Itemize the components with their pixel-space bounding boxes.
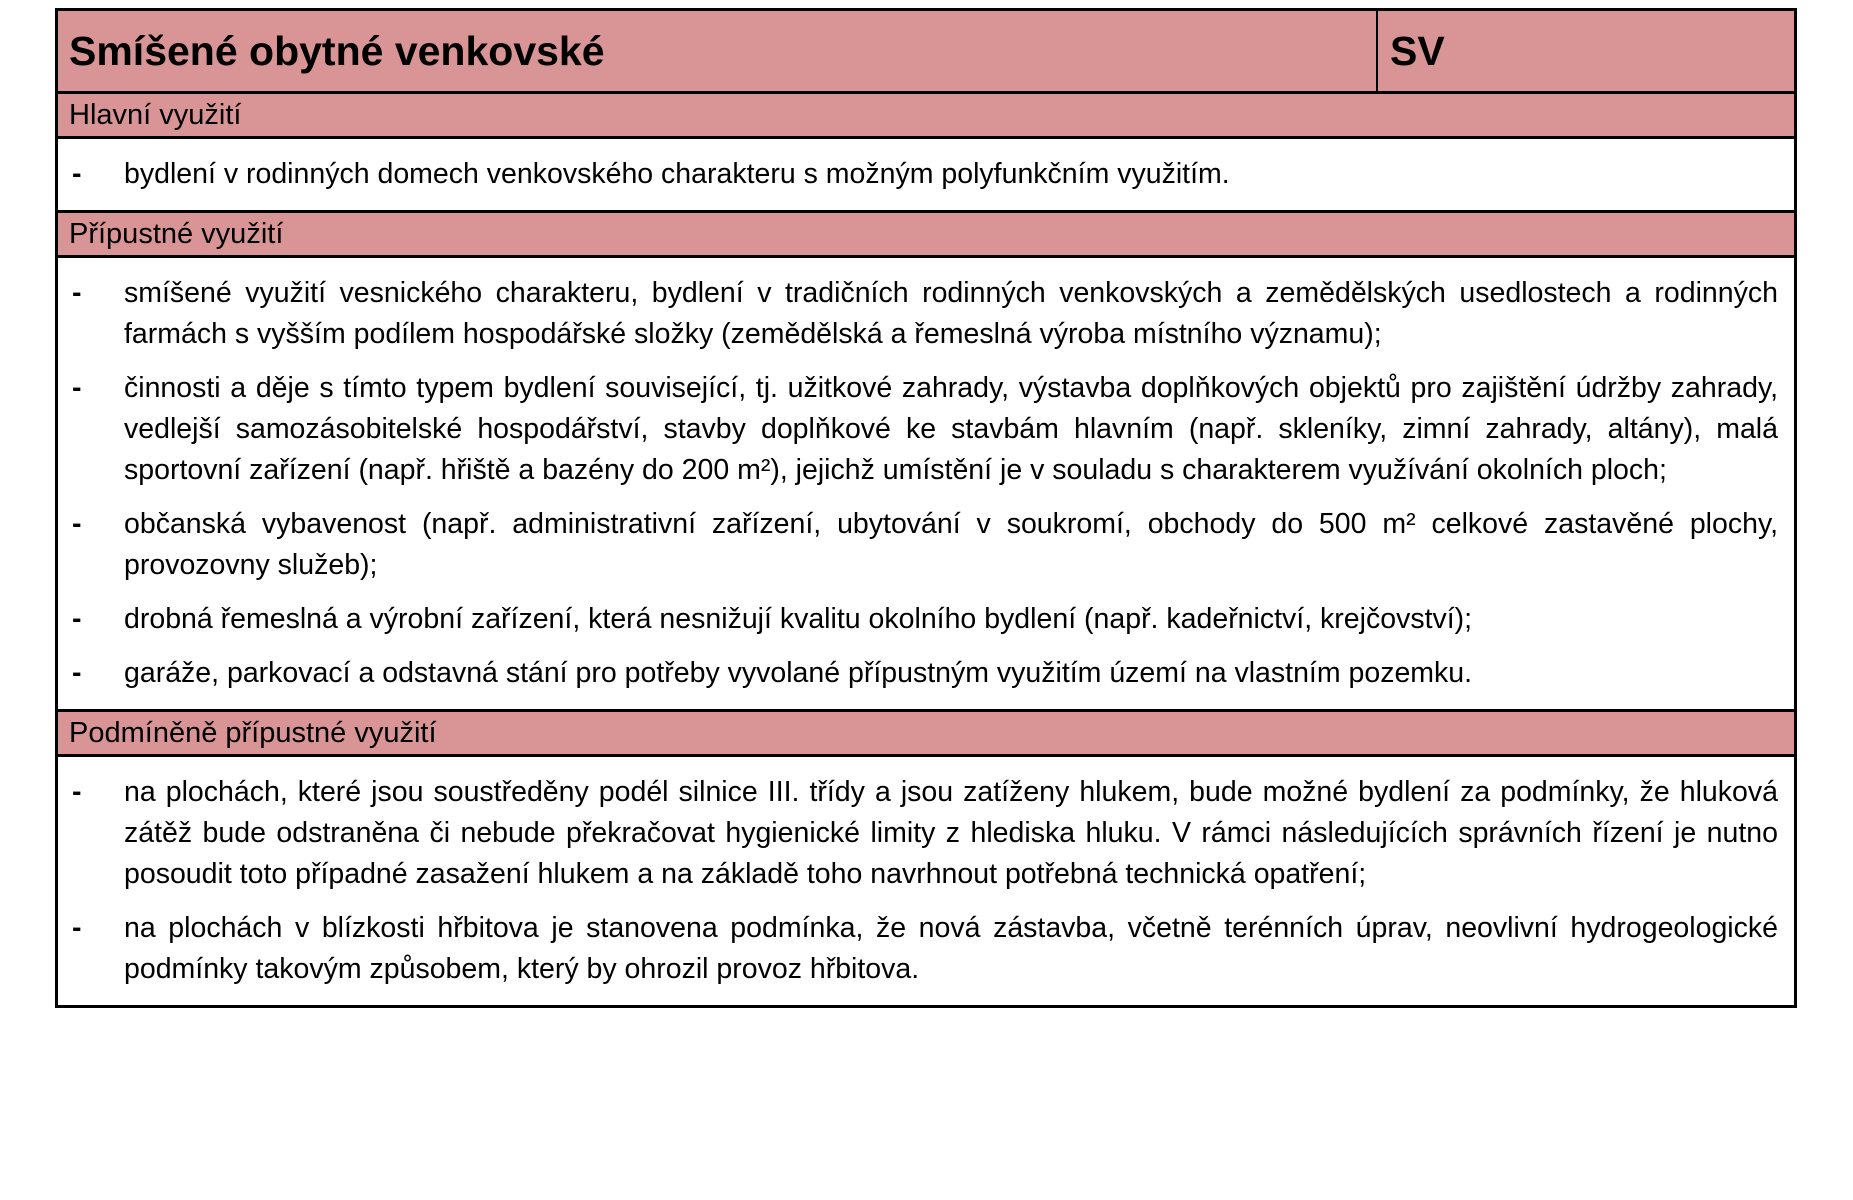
zoning-table xyxy=(55,8,1797,1008)
list-item-text: bydlení v rodinných domech venkovského charakteru s možným polyfunkčním využitím. xyxy=(124,158,1230,190)
list-item-text: činnosti a děje s tímto typem bydlení související, tj. užitkové zahrady, výstavba doplňkových objektů pro zajištění údržby zahrady, vedlejší samozásobitelské hospodářství, stavby doplňkové ke stavbám hlavním (např. skleníky, zimní zahrady, altány), malá sportovní zařízení (např. hřiště a bazény do 200 m²), jejichž umístění je v souladu s charakterem využívání okolních ploch; xyxy=(124,372,1778,486)
bullet-dash: - xyxy=(72,372,82,404)
list-item xyxy=(58,154,1778,195)
list-item-text: na plochách v blízkosti hřbitova je stanovena podmínka, že nová zástavba, včetně terénních úprav, neovlivní hydrogeologické podmínky takovým způsobem, který by ohrozil provoz hřbitova. xyxy=(124,912,1778,985)
title-row xyxy=(58,11,1794,91)
bullet-dash: - xyxy=(72,776,82,808)
bullet-dash: - xyxy=(72,277,82,309)
section-header xyxy=(58,210,1794,258)
section-header xyxy=(58,91,1794,139)
section-content xyxy=(58,139,1794,210)
list-item-text: občanská vybavenost (např. administrativní zařízení, ubytování v soukromí, obchody do 500 m² celkové zastavěné plochy, provozovny služeb); xyxy=(124,508,1778,581)
list-item-text: smíšené využití vesnického charakteru, bydlení v tradičních rodinných venkovských a zemědělských usedlostech a rodinných farmách s vyšším podílem hospodářské složky (zemědělská a řemeslná výroba místního významu); xyxy=(124,277,1778,350)
list-item xyxy=(58,908,1778,990)
section-header-label: Přípustné využití xyxy=(69,217,284,250)
section-content xyxy=(58,258,1794,709)
section-content xyxy=(58,757,1794,1005)
sections-container xyxy=(58,91,1794,1005)
list-item xyxy=(58,599,1778,640)
bullet-dash: - xyxy=(72,158,82,190)
list-item xyxy=(58,368,1778,491)
section-header-label: Hlavní využití xyxy=(69,98,242,131)
list-item xyxy=(58,273,1778,355)
bullet-dash: - xyxy=(72,603,82,635)
zone-code: SV xyxy=(1390,27,1445,74)
bullet-dash: - xyxy=(72,912,82,944)
list-item xyxy=(58,504,1778,586)
bullet-dash: - xyxy=(72,657,82,689)
bullet-dash: - xyxy=(72,508,82,540)
list-item xyxy=(58,772,1778,895)
list-item-text: na plochách, které jsou soustředěny podél silnice III. třídy a jsou zatíženy hlukem, bude možné bydlení za podmínky, že hluková zátěž bude odstraněna či nebude překračovat hygienické limity z hlediska hluku. V rámci následujících správních řízení je nutno posoudit toto případné zasažení hlukem a na základě toho navrhnout potřebná technická opatření; xyxy=(124,776,1778,890)
section-header-label: Podmíněně přípustné využití xyxy=(69,716,437,749)
page-title: Smíšené obytné venkovské xyxy=(58,11,1378,91)
section-header xyxy=(58,709,1794,757)
list-item-text: garáže, parkovací a odstavná stání pro potřeby vyvolané přípustným využitím území na vlastním pozemku. xyxy=(124,657,1473,689)
list-item-text: drobná řemeslná a výrobní zařízení, která nesnižují kvalitu okolního bydlení (např. kadeřnictví, krejčovství); xyxy=(124,603,1473,635)
list-item xyxy=(58,653,1778,694)
